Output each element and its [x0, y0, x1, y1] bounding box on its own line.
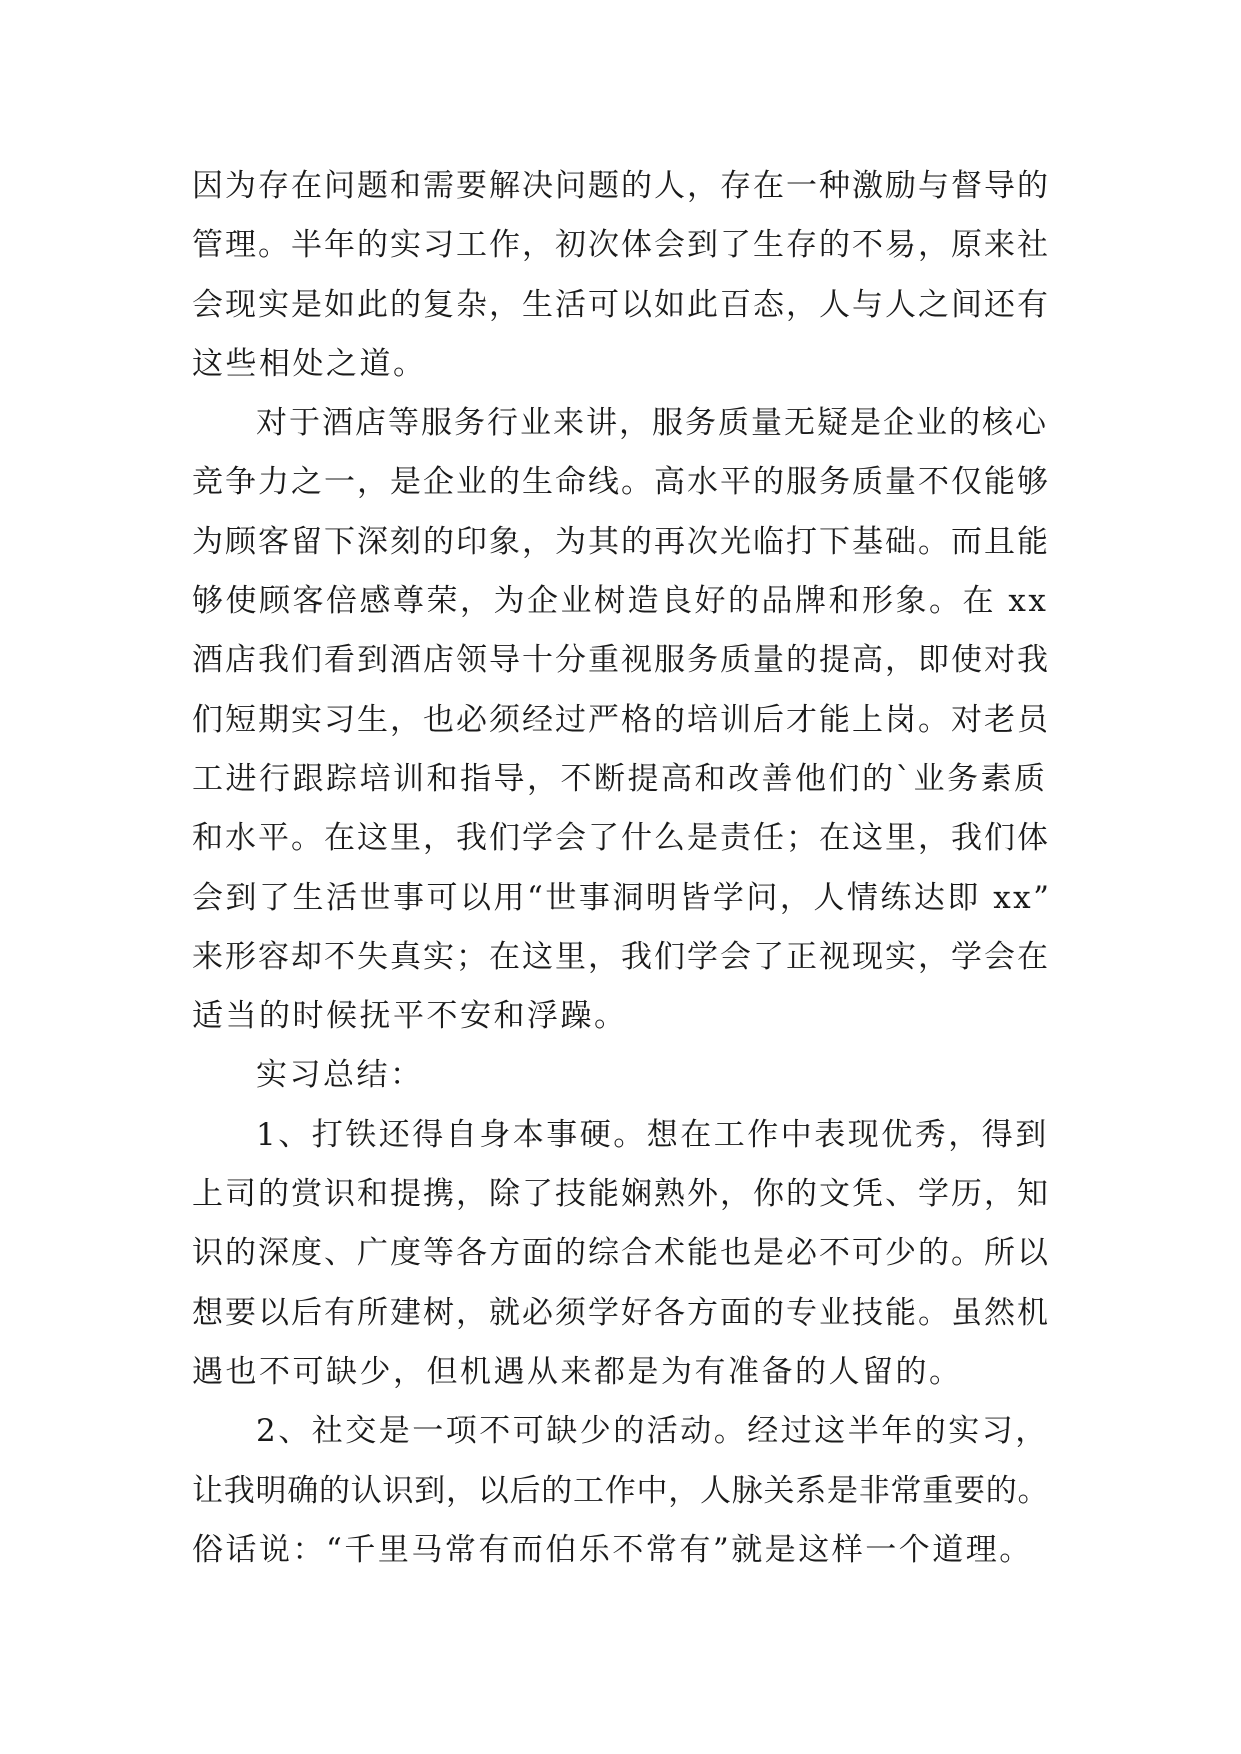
text-line: 会现实是如此的复杂，生活可以如此百态，人与人之间还有 — [192, 286, 1050, 323]
text-line: 们短期实习生，也必须经过严格的培训后才能上岗。对老员 — [192, 701, 1050, 738]
section-heading: 实习总结： — [256, 1057, 424, 1094]
text-line: 竞争力之一，是企业的生命线。高水平的服务质量不仅能够 — [192, 464, 1050, 501]
text-line: 适当的时候抚平不安和浮躁。 — [192, 998, 628, 1035]
text-line: 工进行跟踪培训和指导，不断提高和改善他们的`业务素质 — [192, 760, 1048, 797]
text-line: 让我明确的认识到，以后的工作中，人脉关系是非常重要的。 — [192, 1472, 1050, 1509]
text-line: 这些相处之道。 — [192, 345, 427, 382]
text-line: 来形容却不失真实；在这里，我们学会了正视现实，学会在 — [192, 938, 1050, 975]
text-line: 因为存在问题和需要解决问题的人，存在一种激励与督导的 — [192, 168, 1050, 204]
document-body — [192, 157, 1052, 1580]
text-line: 管理。半年的实习工作，初次体会到了生存的不易，原来社 — [192, 227, 1050, 264]
text-line: 识的深度、广度等各方面的综合术能也是必不可少的。所以 — [192, 1235, 1050, 1272]
text-line: 酒店我们看到酒店领导十分重视服务质量的提高，即使对我 — [192, 642, 1050, 679]
paragraph-first-line: 1、打铁还得自身本事硬。想在工作中表现优秀，得到 — [256, 1116, 1049, 1153]
paragraph-first-line: 对于酒店等服务行业来讲，服务质量无疑是企业的核心 — [256, 405, 1048, 442]
text-line: 为顾客留下深刻的印象，为其的再次光临打下基础。而且能 — [192, 523, 1050, 560]
text-line: 上司的赏识和提携，除了技能娴熟外，你的文凭、学历，知 — [192, 1176, 1050, 1213]
text-line: 俗话说：“千里马常有而伯乐不常有”就是这样一个道理。 — [192, 1531, 1033, 1568]
text-line: 遇也不可缺少，但机遇从来都是为有准备的人留的。 — [192, 1353, 963, 1390]
text-line: 够使顾客倍感尊荣，为企业树造良好的品牌和形象。在 xx — [192, 583, 1049, 620]
text-line: 会到了生活世事可以用“世事洞明皆学问，人情练达即 xx” — [192, 879, 1052, 916]
paragraph-first-line: 2、社交是一项不可缺少的活动。经过这半年的实习， — [256, 1413, 1049, 1450]
text-line: 和水平。在这里，我们学会了什么是责任；在这里，我们体 — [192, 820, 1050, 857]
text-line: 想要以后有所建树，就必须学好各方面的专业技能。虽然机 — [192, 1294, 1050, 1331]
